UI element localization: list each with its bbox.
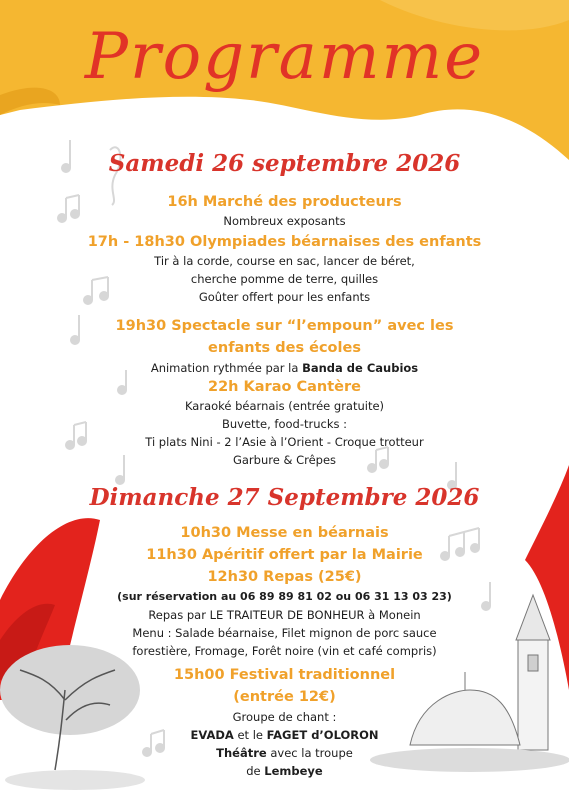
page-title: Programme — [84, 20, 485, 94]
band-evada: EVADA — [190, 728, 234, 742]
event-festival-desc-1: Groupe de chant : — [232, 710, 337, 724]
event-repas-reservation: (sur réservation au 06 89 89 81 02 ou 06 31 13 03 23) — [117, 590, 452, 603]
event-repas-desc-1: Repas par LE TRAITEUR DE BONHEUR à Monein — [148, 608, 421, 622]
event-olympiades-desc-2: cherche pomme de terre, quilles — [190, 272, 379, 286]
place-prefix: de — [246, 764, 265, 778]
event-spectacle-title-2: enfants des écoles — [208, 340, 361, 356]
event-market-desc: Nombreux exposants — [223, 214, 346, 228]
event-spectacle-title-1: 19h30 Spectacle sur “l’empoun” avec les — [115, 318, 454, 334]
event-festival-title-1: 15h00 Festival traditionnel — [173, 667, 396, 683]
event-karaoke-desc-4: Garbure & Crêpes — [232, 453, 337, 467]
sunday-heading: Dimanche 27 Septembre 2026 — [89, 484, 480, 511]
theatre-troupe: avec la troupe — [266, 746, 353, 760]
saturday-section — [40, 150, 529, 469]
band-connector: et le — [233, 728, 267, 742]
event-festival-title-2: (entrée 12€) — [233, 689, 336, 705]
event-repas-title: 12h30 Repas (25€) — [207, 569, 362, 585]
event-festival-bands — [40, 726, 529, 744]
event-olympiades-desc-3: Goûter offert pour les enfants — [198, 290, 371, 304]
event-olympiades-title: 17h - 18h30 Olympiades béarnaises des enfants — [87, 234, 482, 250]
saturday-heading: Samedi 26 septembre 2026 — [108, 150, 461, 177]
event-repas-desc-3: forestière, Fromage, Forêt noire (vin et café compris) — [132, 644, 437, 658]
event-spectacle-band: Banda de Caubios — [302, 361, 419, 375]
event-karaoke-desc-1: Karaoké béarnais (entrée gratuite) — [184, 399, 385, 413]
sunday-section — [40, 484, 529, 780]
event-karaoke-desc-2: Buvette, food-trucks : — [221, 417, 348, 431]
event-repas-desc-2: Menu : Salade béarnaise, Filet mignon de porc sauce — [132, 626, 437, 640]
band-faget: FAGET d’OLORON — [266, 728, 379, 742]
event-aperitif-title: 11h30 Apéritif offert par la Mairie — [146, 547, 423, 563]
event-olympiades-desc-1: Tir à la corde, course en sac, lancer de béret, — [154, 254, 415, 268]
event-karaoke-desc-3: Ti plats Nini - 2 l’Asie à l’Orient - Croque trotteur — [145, 435, 424, 449]
event-market-title: 16h Marché des producteurs — [167, 194, 402, 210]
event-karaoke-title: 22h Karao Cantère — [207, 379, 361, 395]
place-name: Lembeye — [264, 764, 323, 778]
event-spectacle-desc — [40, 359, 529, 377]
theatre-label: Théâtre — [216, 746, 267, 760]
event-spectacle-desc-text: Animation rythmée par la — [150, 361, 303, 375]
event-messe-title: 10h30 Messe en béarnais — [180, 525, 389, 541]
event-festival-theatre — [40, 744, 529, 762]
event-festival-place — [40, 762, 529, 780]
